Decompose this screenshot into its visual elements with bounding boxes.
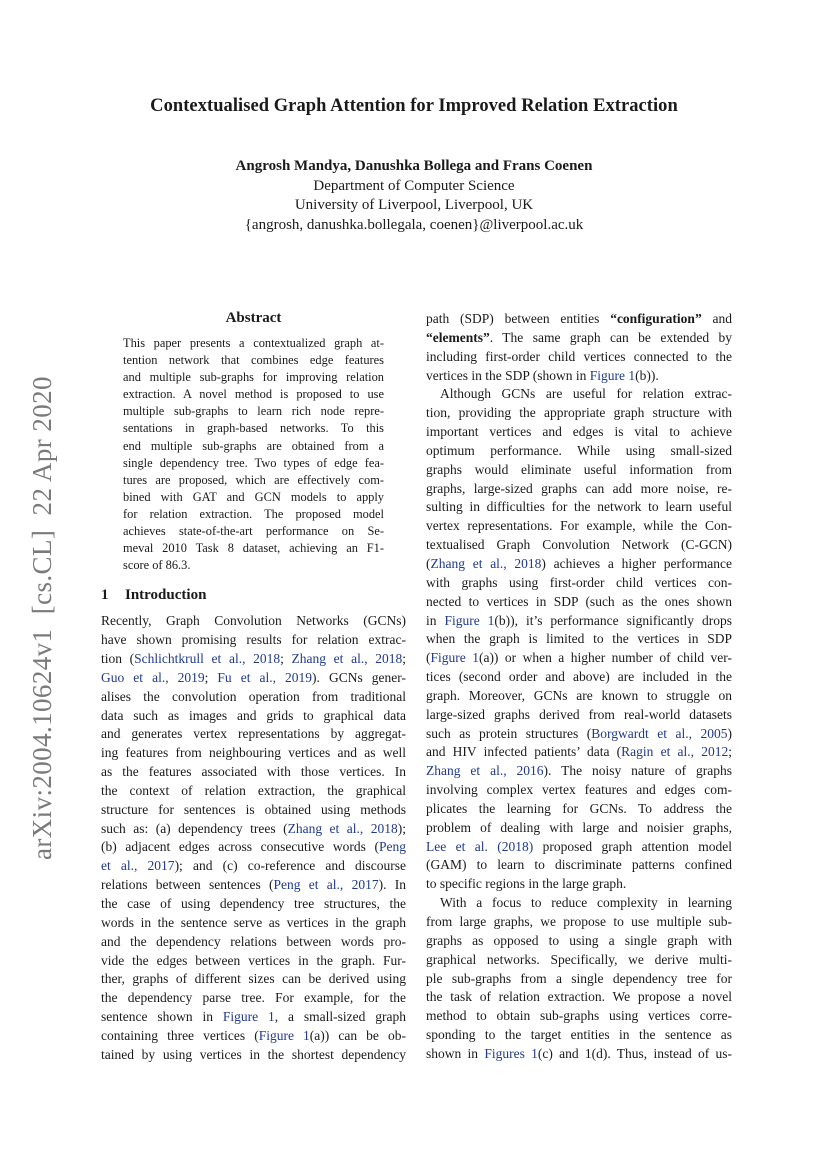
body-line: alises the convolution operation from traditional <box>101 688 406 704</box>
body-line: such as: (a) dependency trees (Zhang et al., 2018); <box>101 820 406 836</box>
body-line: have shown promising results for relation extrac- <box>101 632 406 648</box>
body-line: sentence shown in Figure 1, a small-sized graph <box>101 1009 406 1025</box>
body-line: tained by using vertices in the shortest dependency <box>101 1046 406 1062</box>
body-line: Guo et al., 2019; Fu et al., 2019). GCNs gener- <box>101 669 406 685</box>
abstract-line: multiple sub-graphs to learn rich node repre- <box>123 404 384 419</box>
body-line: textualised Graph Convolution Network (C-GCN) <box>426 537 732 553</box>
abstract-line: extraction. A novel method is proposed to use <box>123 387 384 402</box>
body-line: Lee et al. (2018) proposed graph attention model <box>426 838 732 854</box>
body-line: tion (Schlichtkrull et al., 2018; Zhang et al., 2018; <box>101 651 406 666</box>
body-line: (b) adjacent edges across consecutive words (Peng <box>101 839 406 855</box>
body-line: such as protein structures (Borgwardt et al., 2005) <box>426 725 732 741</box>
abstract-heading: Abstract <box>225 310 282 326</box>
abstract-line: score of 86.3. <box>123 558 191 573</box>
body-line: Recently, Graph Convolution Networks (GCNs) <box>101 613 406 629</box>
body-line: ing features from neighbouring vertices and as well <box>101 745 406 761</box>
body-line: nected to vertices in SDP (such as the ones shown <box>426 593 732 609</box>
body-line: ple sub-graphs from a single dependency tree for <box>426 970 732 986</box>
intro-paragraph-1-cont <box>426 310 732 385</box>
body-line: including first-order child vertices connected to the <box>426 348 732 364</box>
body-line: problem of dealing with large and noisier graphs, <box>426 819 732 835</box>
body-line: sulting in difficulties for the network to learn useful <box>426 499 732 515</box>
body-line: relations between sentences (Peng et al., 2017). In <box>101 877 406 893</box>
abstract-line: for relation extraction. The proposed model <box>123 506 384 521</box>
section-number: 1 <box>101 587 109 604</box>
author-names: Angrosh Mandya, Danushka Bollega and Frans Coenen <box>235 158 593 174</box>
body-line: tion, providing the appropriate graph structure with <box>426 405 732 421</box>
author-department: Department of Computer Science <box>313 177 515 194</box>
left-column <box>101 310 406 1065</box>
body-line: Zhang et al., 2016). The noisy nature of graphs <box>426 763 732 779</box>
body-line: graphs would eliminate useful information from <box>426 461 732 477</box>
abstract-line: tures are proposed, which are effectively com- <box>123 472 384 487</box>
body-line: graphs, large-sized graphs can add more noise, re- <box>426 480 732 496</box>
abstract-line: end multiple sub-graphs are obtained from a <box>123 438 384 453</box>
body-line: graph. Moreover, GCNs are known to struggle on <box>426 687 732 703</box>
body-line: optimum performance. While using small-sized <box>426 442 732 458</box>
body-line: data such as images and grids to graphical data <box>101 707 406 723</box>
section-heading-introduction <box>101 587 406 604</box>
body-line: “elements”. The same graph can be extended by <box>426 329 732 345</box>
body-line: the dependency parse tree. For example, for the <box>101 990 406 1006</box>
body-line: when the graph is limited to the vertices in SDP <box>426 631 732 647</box>
body-line: plicates the learning for GCNs. To address the <box>426 800 732 816</box>
body-line: tices (second order and above) are included in the <box>426 669 732 685</box>
intro-paragraph-1 <box>101 612 406 1064</box>
abstract-line: tention network that combines edge features <box>123 353 384 368</box>
body-line: vertex representations. For example, while the Con- <box>426 518 732 534</box>
body-line: the task of relation extraction. We propose a novel <box>426 989 732 1005</box>
body-line: important vertices and edges is vital to achieve <box>426 424 732 440</box>
body-line: and the dependency relations between words pro- <box>101 933 406 949</box>
body-line: vertices in the SDP (shown in Figure 1(b)). <box>426 367 659 383</box>
author-university: University of Liverpool, Liverpool, UK <box>294 197 534 213</box>
body-line: (Figure 1(a)) or when a higher number of child ver- <box>426 650 732 666</box>
right-column <box>426 310 732 1064</box>
abstract-line: bined with GAT and GCN models to apply <box>123 489 384 504</box>
arxiv-stamp: arXiv:2004.10624v1 [cs.CL] 22 Apr 2020 <box>27 376 57 860</box>
body-line: vide the edges between vertices in the graph. Fur- <box>101 952 406 968</box>
abstract-body <box>123 335 384 574</box>
body-line: et al., 2017); and (c) co-reference and discourse <box>101 858 406 874</box>
intro-paragraph-3 <box>426 894 732 1064</box>
body-line: in Figure 1(b)), it’s performance significantly drops <box>426 612 732 628</box>
body-line: containing three vertices (Figure 1(a)) can be ob- <box>101 1027 407 1043</box>
section-title: Introduction <box>125 587 207 604</box>
abstract-line: achieves state-of-the-art performance on Se- <box>123 524 384 539</box>
body-line: (GAM) to learn to discriminate patterns confined <box>426 857 732 873</box>
paper-title: Contextualised Graph Attention for Improved Relation Extraction <box>150 96 678 116</box>
body-line: and generates vertex representations by aggregat- <box>101 726 406 742</box>
body-line: from large graphs, we propose to use multiple sub- <box>426 914 732 929</box>
author-block <box>0 157 828 235</box>
body-line: sponding to the target entities in the sentence as <box>426 1027 732 1043</box>
body-line: involving complex vertex features and edges com- <box>426 782 732 798</box>
abstract-line: sentations in graph-based networks. To this <box>123 421 384 436</box>
body-line: shown in Figures 1(c) and 1(d). Thus, instead of us- <box>426 1045 732 1061</box>
body-line: the context of relation extraction, the graphical <box>101 782 406 798</box>
body-line: structure for sentences is obtained using methods <box>101 801 406 817</box>
body-line: to specific regions in the large graph. <box>426 876 627 892</box>
body-line: With a focus to reduce complexity in learning <box>440 895 732 911</box>
author-emails: {angrosh, danushka.bollegala, coenen}@liverpool.ac.uk <box>244 216 584 233</box>
body-line: graphs as opposed to using a single graph with <box>426 932 732 948</box>
body-line: and HIV infected patients’ data (Ragin et al., 2012; <box>426 744 732 760</box>
abstract-line: This paper presents a contextualized graph at- <box>123 336 384 350</box>
body-line: the case of using dependency tree structures, the <box>101 895 406 911</box>
body-line: graphical networks. Specifically, we derive multi- <box>426 951 732 967</box>
body-line: words in the sentence serve as vertices in the graph <box>101 914 406 930</box>
body-line: as the features associated with those vertices. In <box>101 764 406 780</box>
body-line: ther, graphs of different sizes can be derived using <box>101 971 406 987</box>
body-line: method to obtain sub-graphs using vertices corre- <box>426 1008 732 1024</box>
body-line: (Zhang et al., 2018) achieves a higher performance <box>426 555 732 571</box>
abstract-line: and multiple sub-graphs for improving relation <box>123 370 384 385</box>
body-line: with graphs using first-order child vertices con- <box>426 574 732 590</box>
abstract-line: meval 2010 Task 8 dataset, achieving an F1- <box>123 541 384 556</box>
body-line: path (SDP) between entities “configuration” and <box>426 311 732 326</box>
body-line: large-sized graphs derived from real-world datasets <box>426 706 732 722</box>
intro-paragraph-2 <box>426 385 732 894</box>
body-line: Although GCNs are useful for relation extrac- <box>440 386 732 402</box>
abstract-line: single dependency tree. Two types of edge fea- <box>123 455 384 470</box>
